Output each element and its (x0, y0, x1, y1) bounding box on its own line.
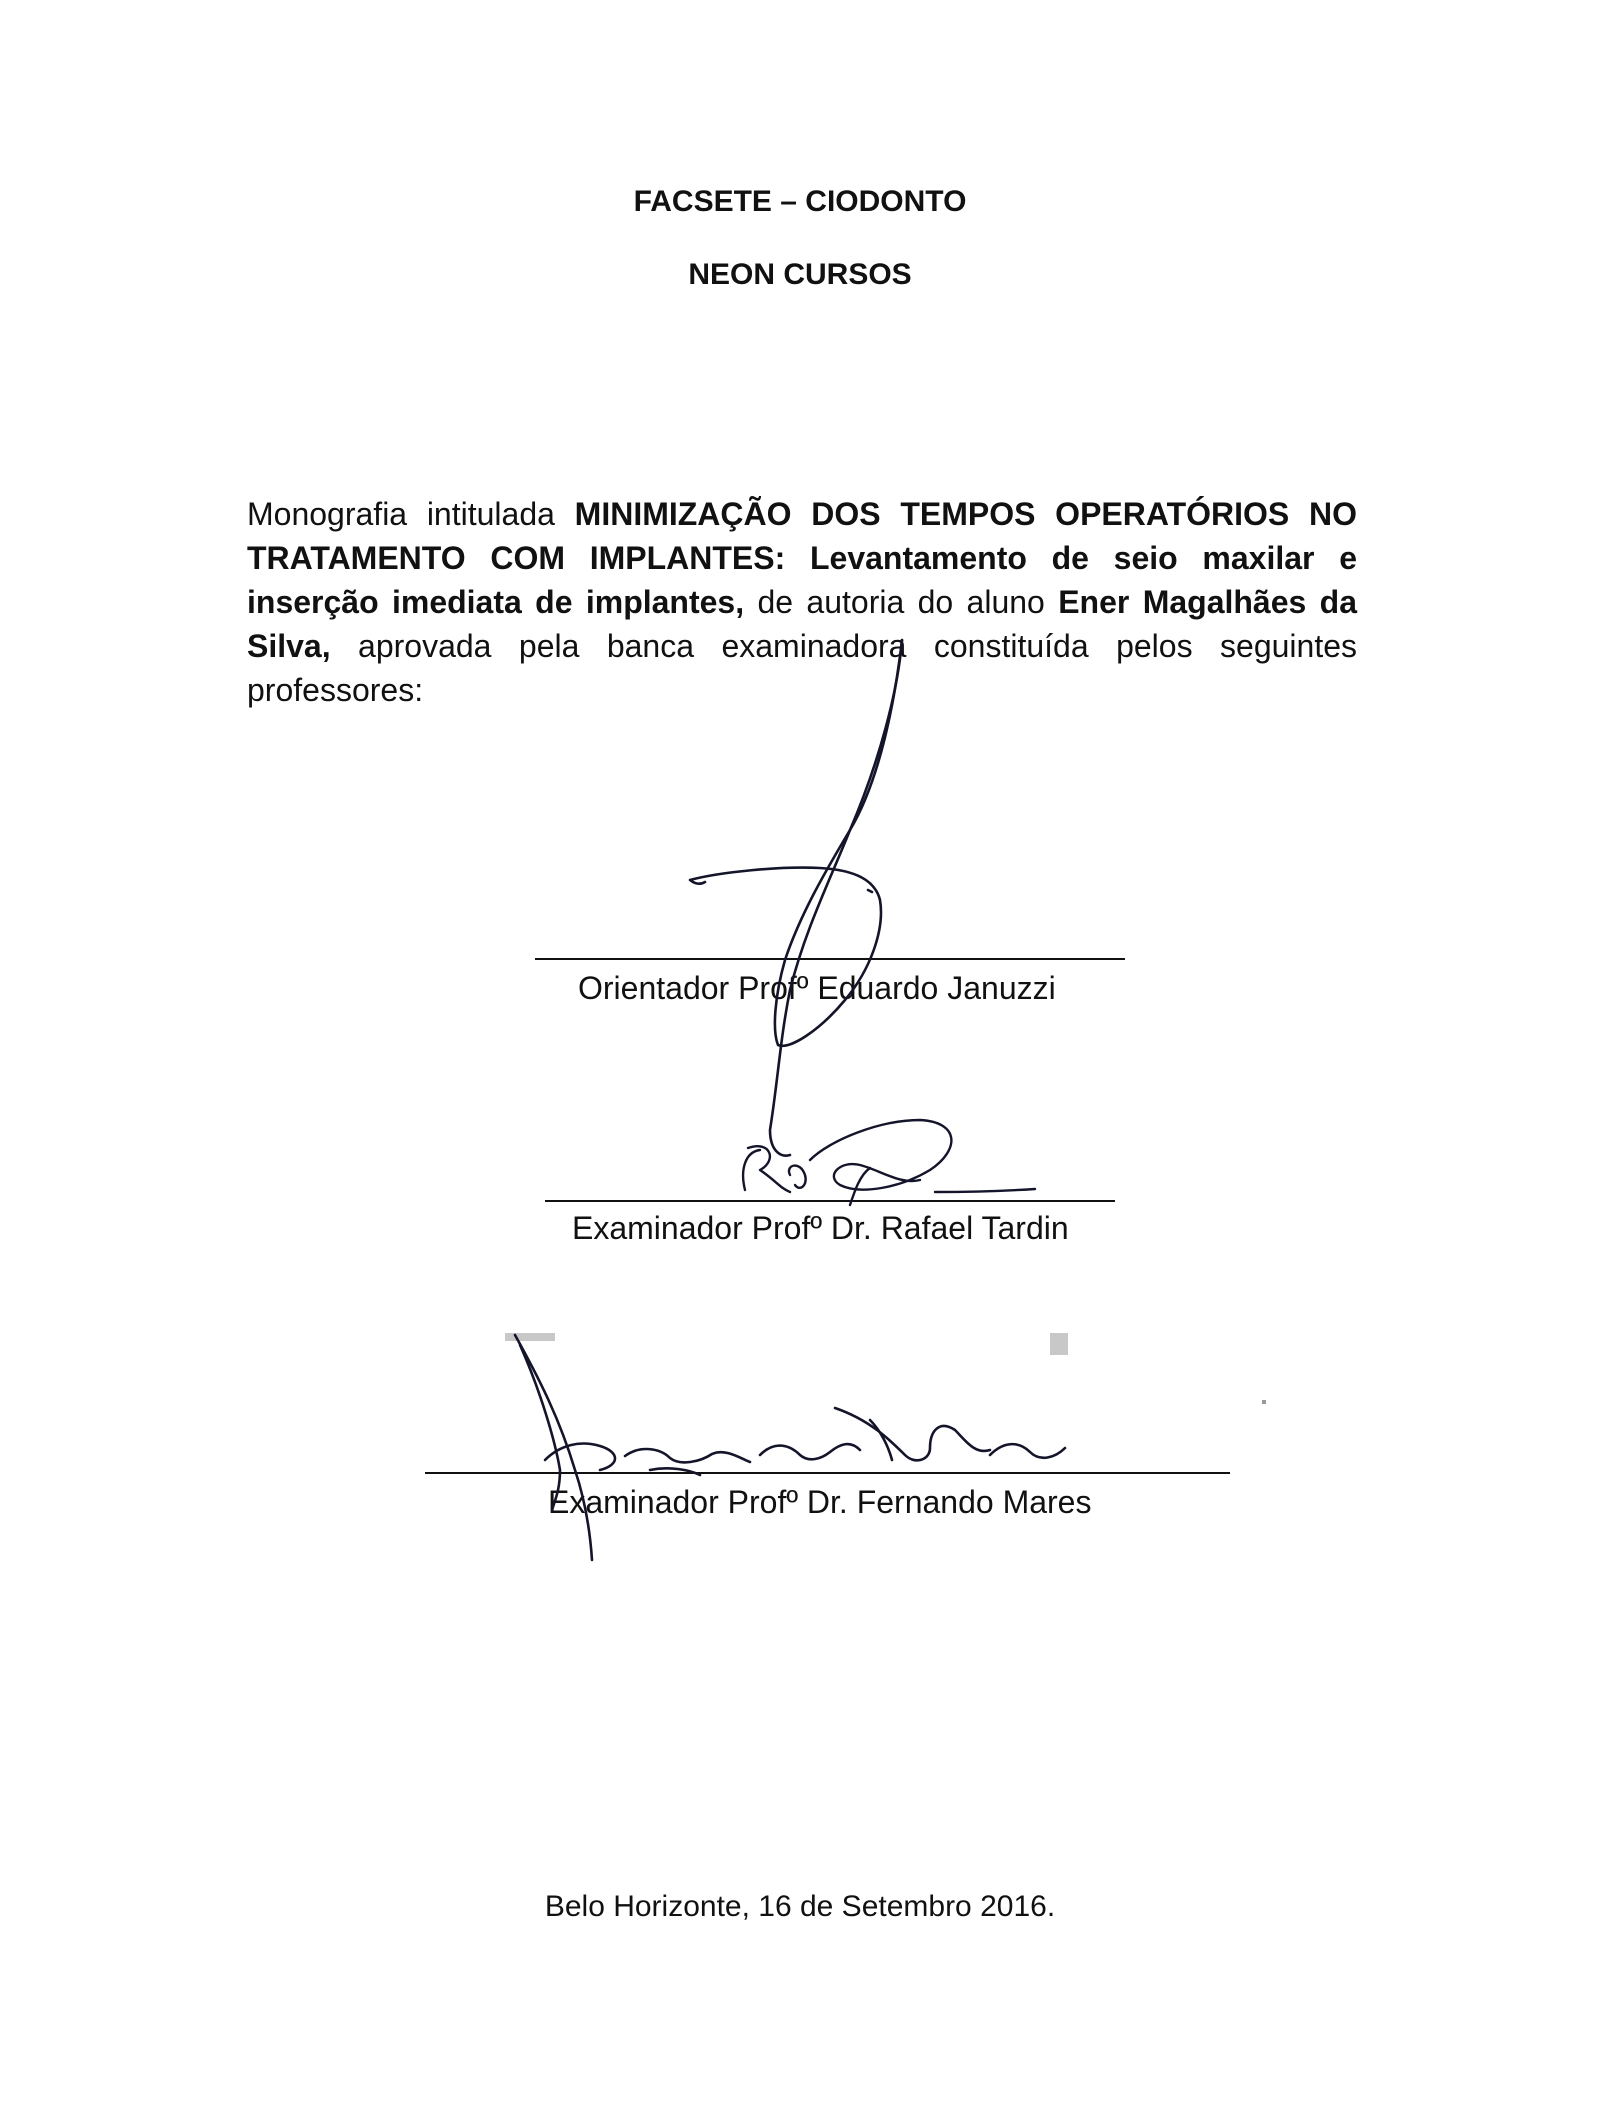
scan-speck (1262, 1400, 1266, 1404)
monograph-title: MINIMIZAÇÃO DOS TEMPOS OPERATÓRIOS NO TRATAMENTO COM IMPLANTES: Levantamento de seio maxilar e inserção imediata de implantes, (247, 496, 1358, 620)
author-intro: de autoria do aluno (744, 584, 1059, 620)
signature-advisor-mark (690, 640, 902, 1156)
signature-rafael-mark (743, 1120, 1035, 1205)
scan-speck (1050, 1333, 1068, 1355)
approval-closing: aprovada pela banca examinadora constituída pelos seguintes professores: (247, 628, 1357, 708)
caption-advisor: Orientador Profº Eduardo Januzzi (578, 970, 1056, 1006)
approval-paragraph (247, 492, 1357, 712)
scan-speck (505, 1333, 555, 1341)
caption-examiner-1: Examinador Profº Dr. Rafael Tardin (572, 1210, 1069, 1246)
signature-fernando-mark (515, 1335, 1065, 1560)
approval-intro: Monografia intitulada (247, 496, 575, 532)
course-heading: NEON CURSOS (688, 258, 912, 291)
caption-examiner-2: Examinador Profº Dr. Fernando Mares (548, 1484, 1092, 1520)
signature-line-advisor (535, 958, 1125, 960)
place-date: Belo Horizonte, 16 de Setembro 2016. (544, 1890, 1056, 1923)
signature-line-examiner-1 (545, 1200, 1115, 1202)
institution-heading: FACSETE – CIODONTO (633, 185, 967, 218)
signature-line-examiner-2 (425, 1472, 1230, 1474)
author-name: Ener Magalhães da Silva, (247, 584, 1358, 664)
